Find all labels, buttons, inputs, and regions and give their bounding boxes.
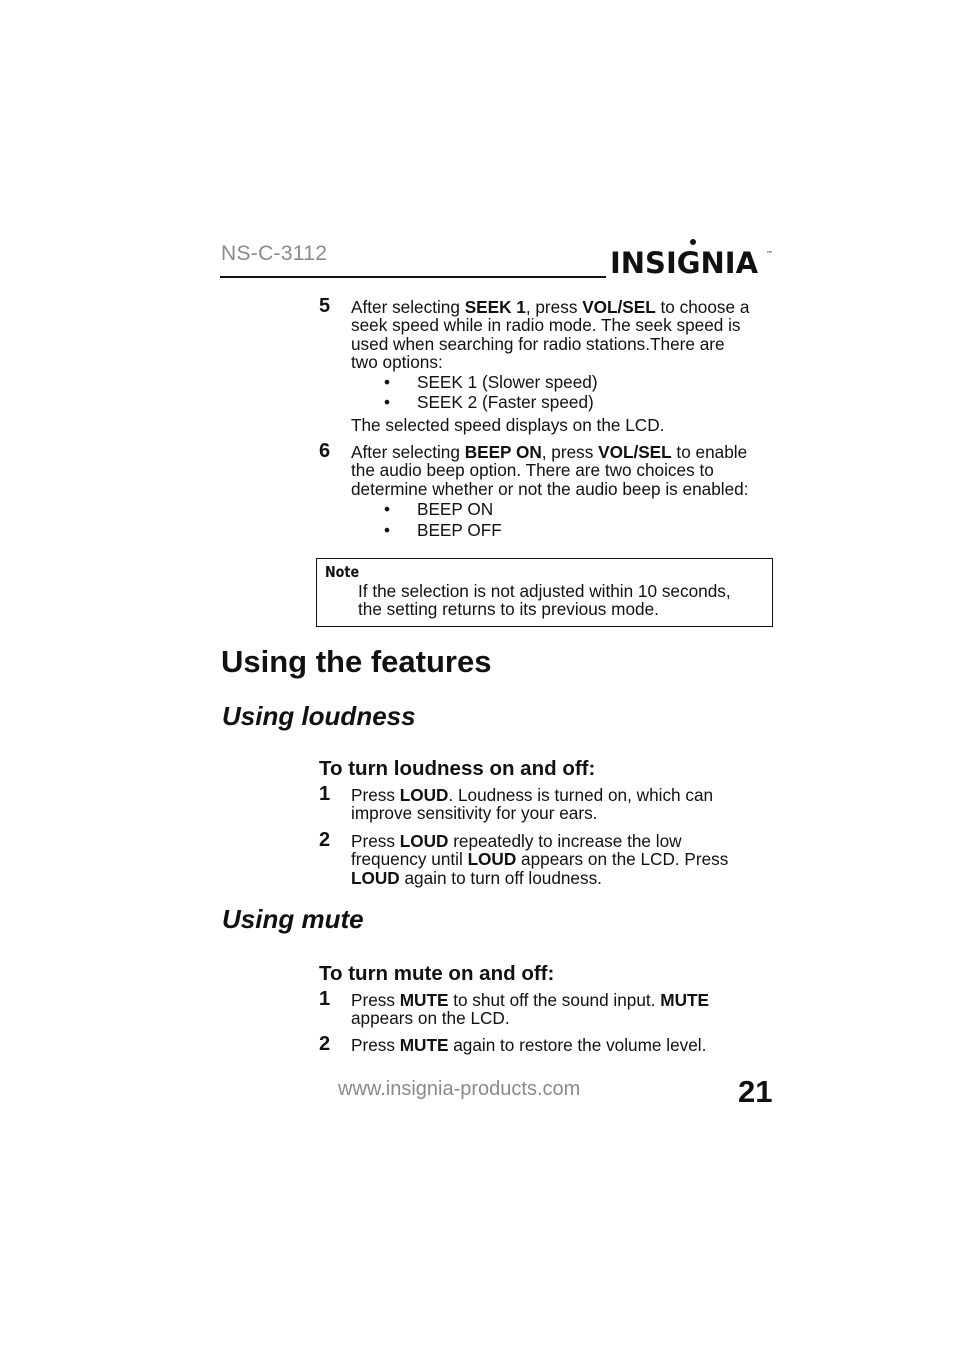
insignia-logo <box>610 236 776 284</box>
step-number: 2 <box>319 829 331 851</box>
bold-term: LOUD <box>467 849 517 870</box>
text-line: improve sensitivity for your ears. <box>351 803 598 824</box>
mute-heading: Using mute <box>222 904 364 934</box>
step-number: 1 <box>319 988 331 1010</box>
step-text <box>351 991 709 1028</box>
step-text <box>351 1036 706 1054</box>
step-followup: The selected speed displays on the LCD. <box>351 415 665 435</box>
text-line: seek speed while in radio mode. The seek speed is <box>351 315 741 336</box>
text-line: determine whether or not the audio beep is enabled: <box>351 478 749 499</box>
step-number: 1 <box>319 783 331 805</box>
step-text <box>351 832 728 887</box>
bold-term: BEEP ON <box>464 442 542 462</box>
header-rule <box>220 276 606 278</box>
text-line: Press MUTE again to restore the volume level. <box>351 1035 707 1055</box>
bold-term: VOL/SEL <box>598 442 672 462</box>
text-line: Press LOUD. Loudness is turned on, which can <box>351 785 714 805</box>
footer-url: www.insignia-products.com <box>338 1078 581 1100</box>
text-line: used when searching for radio stations.There are <box>351 333 725 354</box>
note-text <box>358 582 731 619</box>
bullet-item: SEEK 2 (Faster speed) <box>417 392 594 412</box>
model-number: NS-C-3112 <box>221 242 328 265</box>
note-line: the setting returns to its previous mode. <box>358 599 659 620</box>
text-line: frequency until LOUD appears on the LCD. Press <box>351 849 729 870</box>
mute-subheading: To turn mute on and off: <box>319 962 555 985</box>
step-text <box>351 298 749 371</box>
text-line: After selecting BEEP ON, press VOL/SEL to enable <box>351 442 748 462</box>
text-line: two options: <box>351 351 443 372</box>
section-title: Using the features <box>221 644 492 679</box>
bullet: • <box>384 499 391 519</box>
bullet: • <box>384 392 391 412</box>
step-number: 2 <box>319 1033 331 1055</box>
text-line: LOUD again to turn off loudness. <box>351 867 602 888</box>
note-line: If the selection is not adjusted within 10 seconds, <box>358 581 731 601</box>
page-number: 21 <box>738 1074 773 1109</box>
bullet: • <box>384 372 391 392</box>
bold-term: VOL/SEL <box>582 297 656 317</box>
text-line: After selecting SEEK 1, press VOL/SEL to choose a <box>351 297 750 317</box>
text-line: Press MUTE to shut off the sound input. MUTE <box>351 990 709 1010</box>
loudness-heading: Using loudness <box>222 701 416 731</box>
bold-term: LOUD <box>399 785 449 805</box>
bold-term: SEEK 1 <box>464 297 526 317</box>
bullet-item: BEEP OFF <box>417 520 502 540</box>
bold-term: LOUD <box>399 831 449 851</box>
step-number: 6 <box>319 440 331 462</box>
step-number: 5 <box>319 295 331 317</box>
bold-term: MUTE <box>399 1035 449 1055</box>
loudness-subheading: To turn loudness on and off: <box>319 757 596 780</box>
bold-term: LOUD <box>351 867 400 888</box>
step-text <box>351 443 749 498</box>
bullet-item: SEEK 1 (Slower speed) <box>417 372 598 392</box>
text-line: the audio beep option. There are two choices to <box>351 460 714 481</box>
text-line: appears on the LCD. <box>351 1008 510 1029</box>
bold-term: MUTE <box>399 990 449 1010</box>
svg-text:™: ™ <box>766 250 773 258</box>
bullet-item: BEEP ON <box>417 499 494 519</box>
note-title: Note <box>325 563 360 581</box>
text-line: Press LOUD repeatedly to increase the low <box>351 831 682 851</box>
step-text <box>351 786 713 823</box>
bold-term: MUTE <box>660 990 709 1010</box>
bullet: • <box>384 520 391 540</box>
svg-text:INSIGNIA: INSIGNIA <box>610 246 759 280</box>
